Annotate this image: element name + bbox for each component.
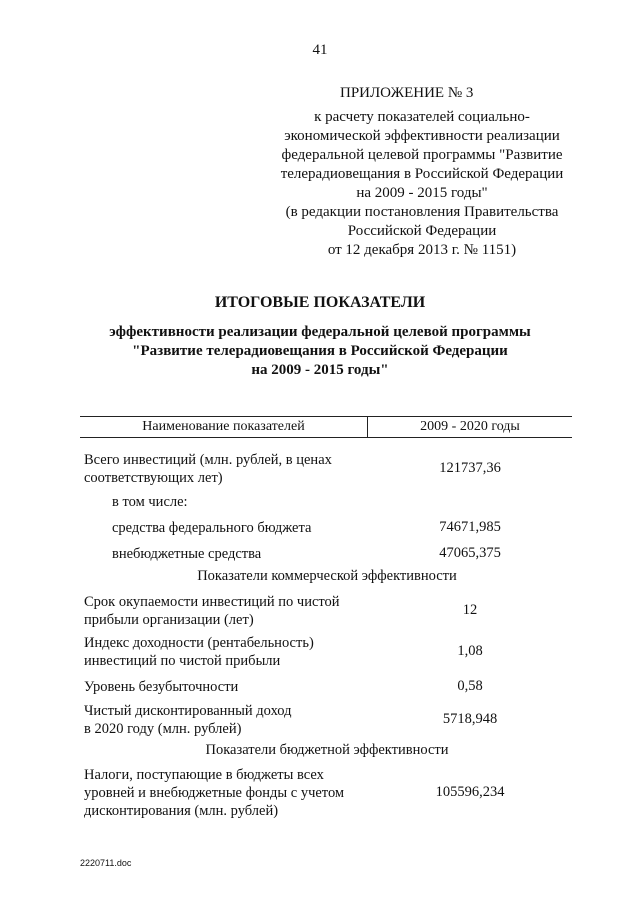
table-row-value: 0,58	[457, 678, 483, 694]
row-label-line: средства федерального бюджета	[112, 520, 312, 536]
appendix-description	[262, 108, 582, 260]
row-label-line: в том числе:	[112, 494, 188, 510]
row-label-line: в 2020 году (млн. рублей)	[84, 721, 242, 737]
table-header-border	[80, 437, 572, 438]
document-title: ИТОГОВЫЕ ПОКАЗАТЕЛИ	[214, 294, 426, 311]
appendix-line: Российской Федерации	[347, 223, 497, 239]
appendix-line: на 2009 - 2015 годы"	[356, 185, 488, 201]
appendix-line: от 12 декабря 2013 г. № 1151)	[327, 242, 517, 258]
row-label-line: Уровень безубыточности	[84, 679, 239, 695]
table-row-value: 74671,985	[439, 519, 501, 535]
table-row-label	[84, 593, 374, 629]
row-label-line: уровней и внебюджетные фонды с учетом	[84, 785, 345, 801]
appendix-line: к расчету показателей социально-	[314, 109, 530, 125]
table-row-label	[84, 702, 374, 738]
table-row-label	[112, 493, 402, 511]
header-period: 2009 - 2020 годы	[420, 419, 520, 434]
footer-filename: 2220711.doc	[80, 858, 132, 868]
appendix-title: ПРИЛОЖЕНИЕ № 3	[340, 85, 474, 101]
subtitle-line: эффективности реализации федеральной целевой программы	[109, 324, 531, 340]
section-heading: Показатели коммерческой эффективности	[197, 568, 457, 584]
table-row-label	[84, 766, 374, 820]
header-name: Наименование показателей	[142, 419, 305, 434]
row-label-line: дисконтирования (млн. рублей)	[84, 803, 279, 819]
document-subtitle	[0, 323, 640, 380]
row-label-line: внебюджетные средства	[112, 546, 262, 562]
appendix-line: федеральной целевой программы "Развитие	[281, 147, 563, 163]
table-top-border	[80, 416, 572, 417]
table-row-label	[112, 519, 402, 537]
appendix-line: телерадиовещания в Российской Федерации	[280, 166, 564, 182]
row-label-line: соответствующих лет)	[84, 470, 223, 486]
section-heading: Показатели бюджетной эффективности	[205, 742, 449, 758]
table-row-label	[112, 545, 402, 563]
row-label-line: Налоги, поступающие в бюджеты всех	[84, 767, 324, 783]
row-label-line: Индекс доходности (рентабельность)	[84, 635, 314, 651]
table-row-value: 105596,234	[435, 784, 505, 800]
subtitle-line: "Развитие телерадиовещания в Российской Федерации	[132, 343, 508, 359]
table-row-label	[84, 678, 374, 696]
table-row-value: 12	[462, 602, 478, 618]
table-row-value: 1,08	[457, 643, 483, 659]
row-label-line: Срок окупаемости инвестиций по чистой	[84, 594, 340, 610]
row-label-line: инвестиций по чистой прибыли	[84, 653, 281, 669]
appendix-line: экономической эффективности реализации	[284, 128, 560, 144]
page-number: 41	[312, 42, 328, 58]
table-row-value: 121737,36	[439, 460, 501, 476]
row-label-line: Всего инвестиций (млн. рублей, в ценах	[84, 452, 332, 468]
appendix-line: (в редакции постановления Правительства	[285, 204, 559, 220]
table-row-label	[84, 451, 374, 487]
table-row-value: 47065,375	[439, 545, 501, 561]
table-row-value: 5718,948	[442, 711, 498, 727]
row-label-line: прибыли организации (лет)	[84, 612, 254, 628]
row-label-line: Чистый дисконтированный доход	[84, 703, 292, 719]
subtitle-line: на 2009 - 2015 годы"	[251, 362, 389, 378]
table-row-label	[84, 634, 374, 670]
